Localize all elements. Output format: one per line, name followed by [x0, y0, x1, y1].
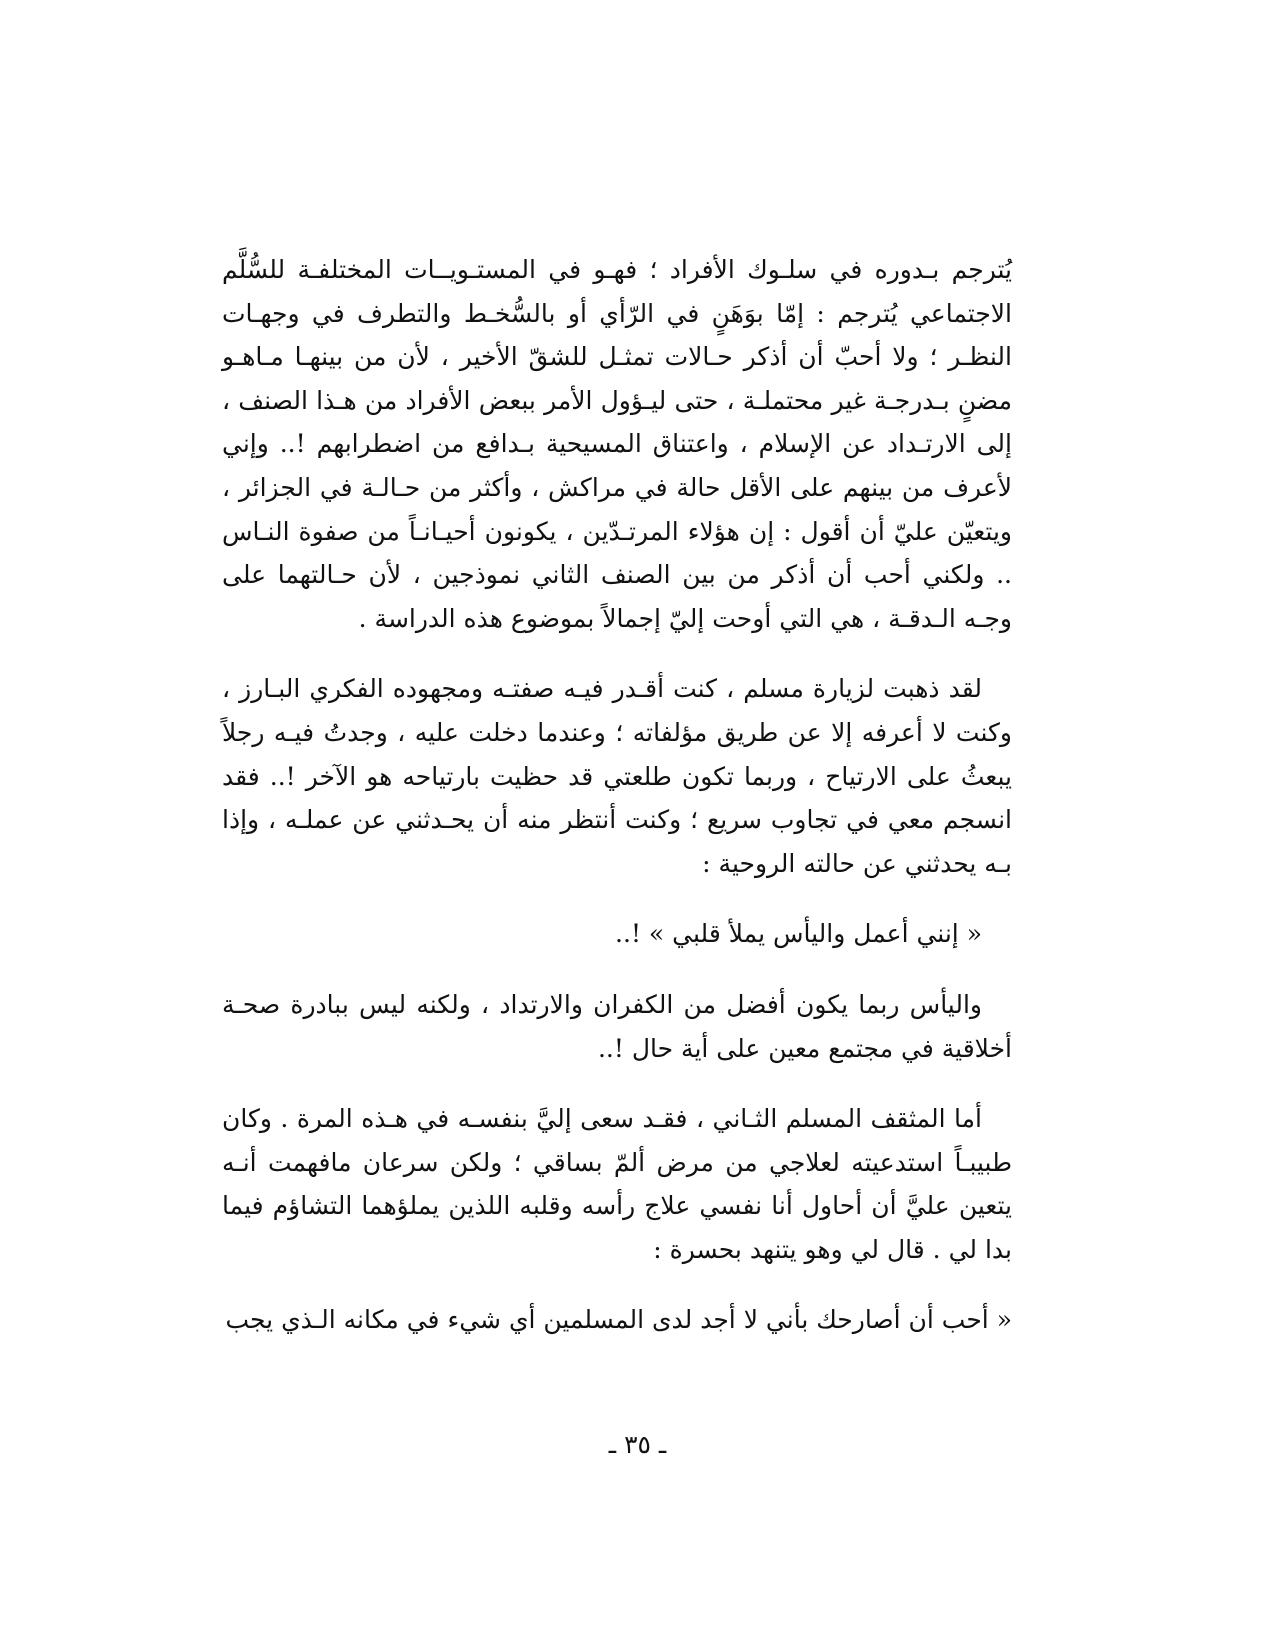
- paragraph-4: أما المثقف المسلم الثـاني ، فقـد سعى إليَّ بنفسـه في هـذه المرة . وكان طبيبـاً استدعيته لعلاجي من مرض ألمّ بساقي ؛ ولكن سرعان مافهمت أنـه يتعين عليَّ أن أحاول أنا نفسي علاج رأسه وقلبه اللذين يملؤهما التشاؤم فيما بدا لي . قال لي وهو يتنهد بحسرة :: [222, 1104, 1012, 1264]
- paragraph-gap: [222, 956, 1012, 983]
- quote-1: « إنني أعمل واليأس يملأ قلبي » !..: [615, 919, 982, 949]
- paragraph-gap: [222, 1271, 1012, 1298]
- paragraph-gap: [222, 885, 1012, 912]
- paragraph-2: لقد ذهبت لزيارة مسلم ، كنت أقـدر فيـه صفتـه ومجهوده الفكري البـارز ، وكنت لا أعرفه إلا عن طريق مؤلفاته ؛ وعندما دخلت عليه ، وجدتُ فيـه رجلاً يبعثُ على الارتياح ، وربما تكون طلعتي قد حظيت بارتياحه هو الآخر !.. فقد انسجم معي في تجاوب سريع ؛ وكنت أنتظر منه أن يحـدثني عن عملـه ، وإذا بـه يحدثني عن حالته الروحية :: [222, 674, 1012, 878]
- paragraph-gap: [222, 640, 1012, 667]
- paragraph-gap: [222, 1070, 1012, 1097]
- paragraph-3: واليأس ربما يكون أفضل من الكفران والارتداد ، ولكنه ليس ببادرة صحـة أخلاقية في مجتمع معين على أية حال !..: [222, 989, 1012, 1063]
- page-number: ـ ٣٥ ـ: [608, 1430, 667, 1459]
- paragraph-1: يُترجم بـدوره في سلـوك الأفراد ؛ فهـو في المستـويــات المختلفـة للسُّلَّم الاجتماعي يُترجم : إمّا بوَهَنٍ في الرّأي أو بالسُّخـط والتطرف في وجهـات النظـر ؛ ولا أحبّ أن أذكر حـالات تمثـل للشقّ الأخير ، لأن من بينهـا مـاهـو مضنٍ بـدرجـة غير محتملـة ، حتى ليـؤول الأمر ببعض الأفراد من هـذا الصنف ، إلى الارتـداد عن الإسلام ، واعتناق المسيحية بـدافع من اضطرابهم !.. وإني لأعرف من بينهم على الأقل حالة في مراكش ، وأكثر من حـالـة في الجزائر ، ويتعيّن عليّ أن أقول : إن هؤلاء المرتـدّين ، يكونون أحيـانـاً من صفوة النـاس .. ولكني أحب أن أذكر من بين الصنف الثاني نموذجين ، لأن حـالتهما على وجـه الـدقـة ، هي التي أوحت إليّ إجمالاً بموضوع هذه الدراسة .: [222, 255, 1012, 633]
- quote-2: « أحب أن أصارحك بأني لا أجد لدى المسلمين أي شيء في مكانه الـذي يجب: [225, 1305, 1012, 1335]
- body-text: [222, 248, 1012, 1342]
